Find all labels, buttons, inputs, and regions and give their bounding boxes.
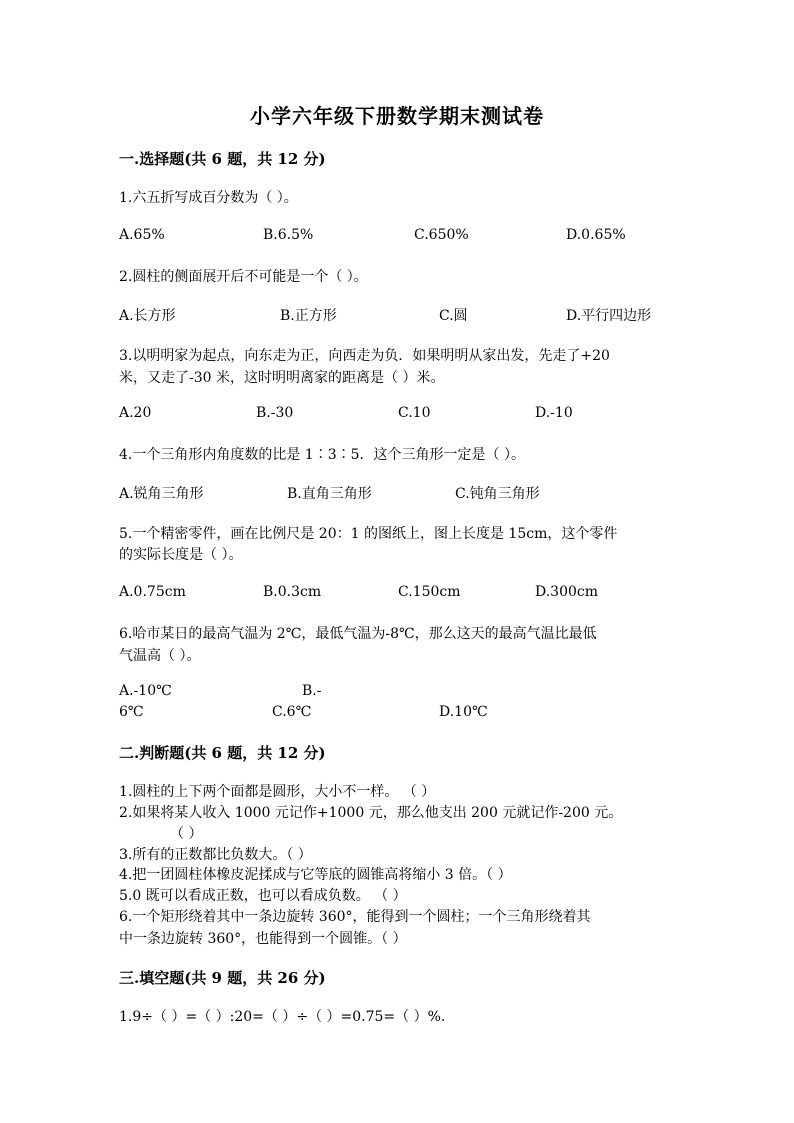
section-heading-fill: 三.填空题(共 9 题，共 26 分) (119, 969, 326, 987)
option-3b: B.-30 (256, 405, 294, 421)
option-1a: A.65% (119, 227, 165, 243)
question-1: 1.六五折写成百分数为（ ）。 (119, 190, 298, 206)
option-6b: B.- (302, 683, 322, 699)
option-6a: A.-10℃ (119, 683, 172, 699)
section-heading-judge: 二.判断题(共 6 题，共 12 分) (119, 744, 326, 762)
option-6b-continued: 6℃ (119, 704, 144, 720)
judge-line-1: 1.圆柱的上下两个面都是圆形，大小不一样。 （ ） (119, 784, 436, 800)
option-2c: C.圆 (439, 308, 468, 324)
question-2: 2.圆柱的侧面展开后不可能是一个（ ）。 (119, 269, 368, 285)
question-5-line-2: 的实际长度是（ ）。 (119, 547, 243, 563)
option-2a: A.长方形 (119, 308, 176, 324)
question-6-line-1: 6.哈市某日的最高气温为 2℃，最低气温为-8℃，那么这天的最高气温比最低 (119, 626, 597, 642)
option-3a: A.20 (119, 405, 152, 421)
option-2d: D.平行四边形 (566, 308, 652, 324)
option-1d: D.0.65% (566, 227, 626, 243)
option-5d: D.300cm (535, 584, 599, 600)
option-1b: B.6.5% (263, 227, 314, 243)
judge-line-6-continued: 中一条边旋转 360°，也能得到一个圆锥。（ ） (119, 931, 407, 947)
judge-line-5: 5.0 既可以看成正数，也可以看成负数。 （ ） (119, 888, 407, 904)
question-3-line-1: 3.以明明家为起点，向东走为正，向西走为负．如果明明从家出发，先走了+20 (119, 348, 610, 364)
judge-line-2-answer: （ ） (170, 826, 203, 842)
option-4c: C.钝角三角形 (455, 486, 540, 502)
question-6-line-2: 气温高（ ）。 (119, 648, 201, 664)
option-3d: D.-10 (535, 405, 573, 421)
option-5b: B.0.3cm (263, 584, 322, 600)
option-3c: C.10 (398, 405, 431, 421)
judge-line-4: 4.把一团圆柱体橡皮泥揉成与它等底的圆锥高将缩小 3 倍。（ ） (119, 867, 512, 883)
option-1c: C.650% (414, 227, 469, 243)
question-3-line-2: 米，又走了-30 米，这时明明离家的距离是（ ）米。 (119, 370, 445, 386)
question-5-line-1: 5.一个精密零件，画在比例尺是 20：1 的图纸上，图上长度是 15cm，这个零件 (119, 526, 618, 542)
judge-line-6: 6.一个矩形绕着其中一条边旋转 360°，能得到一个圆柱；一个三角形绕着其 (119, 909, 591, 925)
option-6c: C.6℃ (272, 704, 312, 720)
option-4a: A.锐角三角形 (119, 486, 204, 502)
page-title: 小学六年级下册数学期末测试卷 (250, 104, 544, 128)
judge-line-2: 2.如果将某人收入 1000 元记作+1000 元，那么他支出 200 元就记作-200 元。 (119, 805, 623, 821)
judge-line-3: 3.所有的正数都比负数大。（ ） (119, 847, 312, 863)
option-5c: C.150cm (398, 584, 461, 600)
option-2b: B.正方形 (280, 308, 337, 324)
option-4b: B.直角三角形 (287, 486, 372, 502)
section-heading-choice: 一.选择题(共 6 题，共 12 分) (119, 150, 326, 168)
question-4: 4.一个三角形内角度数的比是 1∶3∶5．这个三角形一定是（ ）。 (119, 447, 525, 463)
fill-question-1: 1.9÷（ ）=（ ）:20=（ ）÷（ ）=0.75=（ ）%. (119, 1009, 446, 1025)
option-6d: D.10℃ (439, 704, 488, 720)
option-5a: A.0.75cm (119, 584, 186, 600)
